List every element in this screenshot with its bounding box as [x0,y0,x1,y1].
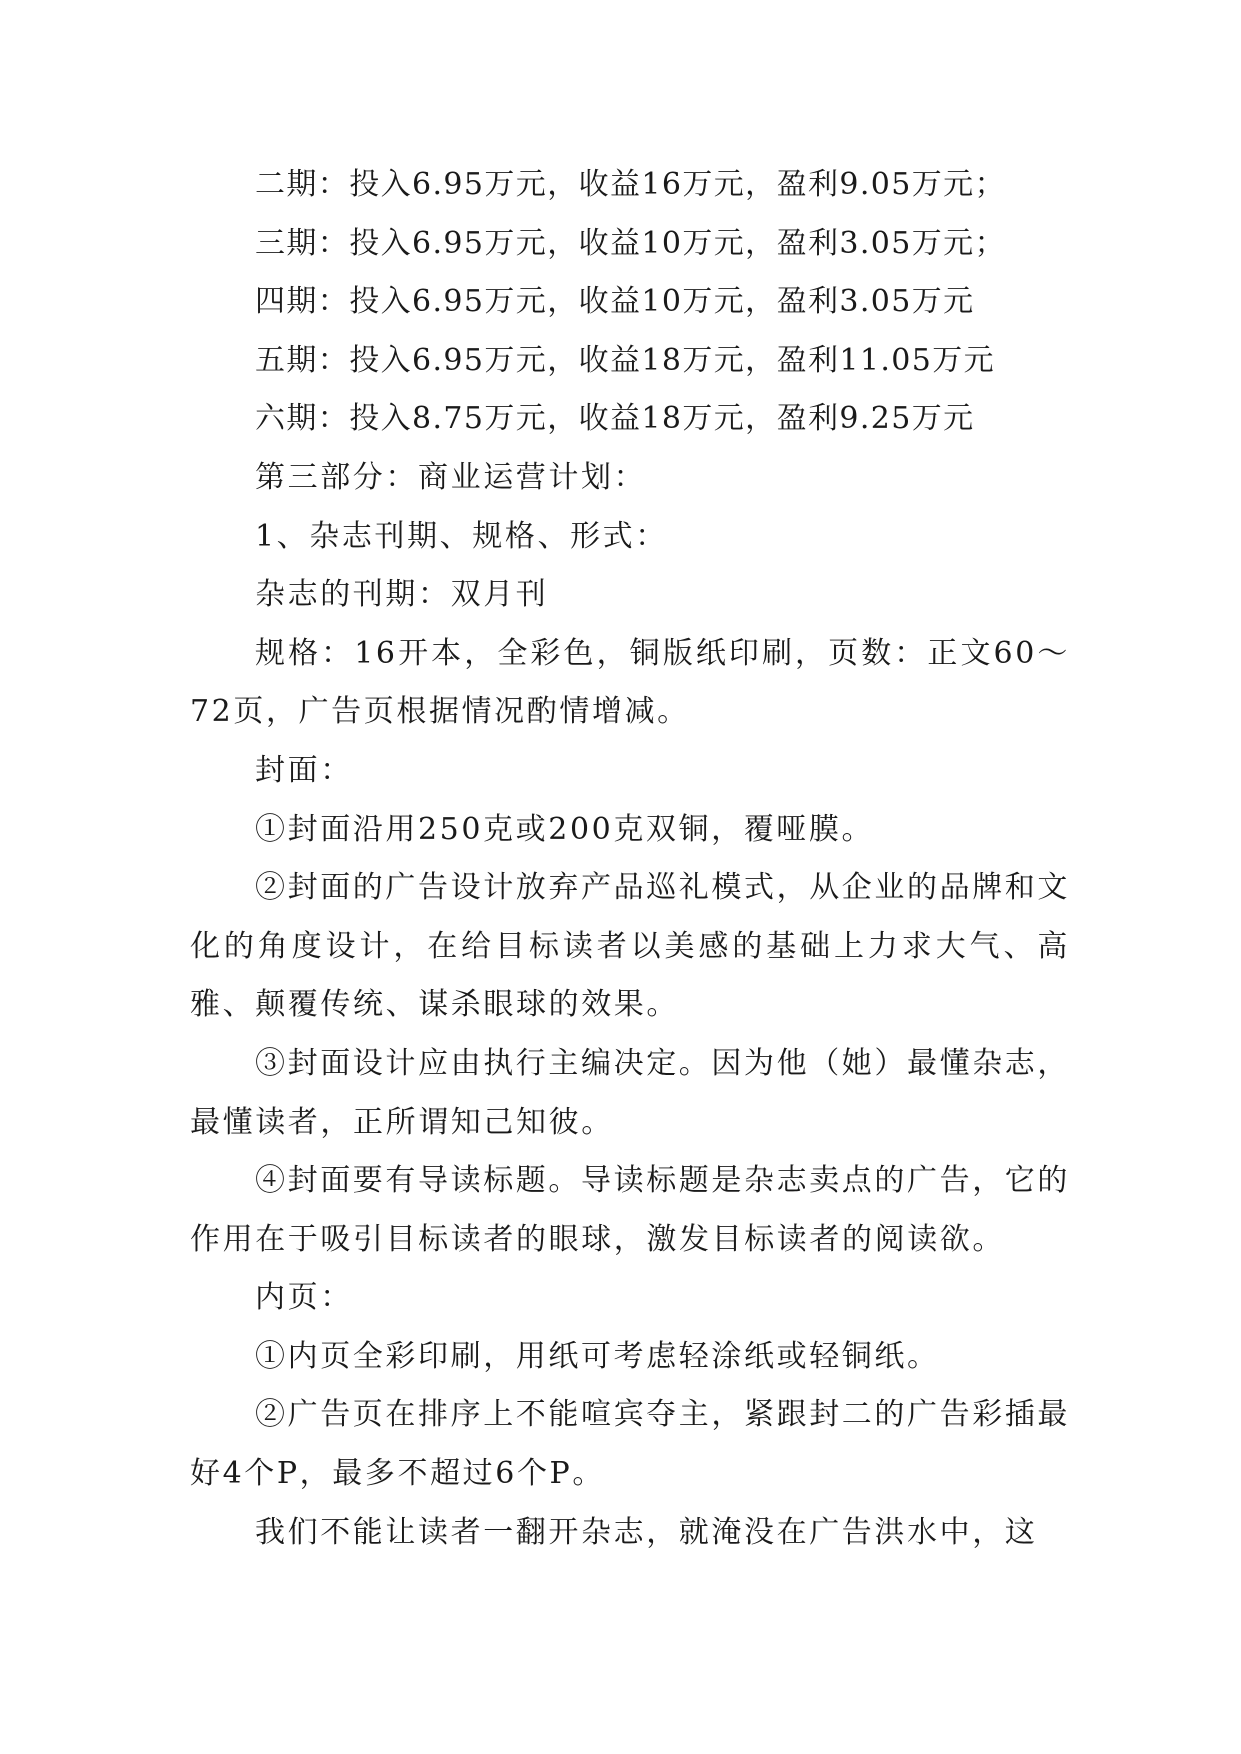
paragraph-cover-1: ①封面沿用250克或200克双铜，覆哑膜。 [255,811,875,847]
subheading-cover: 封面： [255,752,353,788]
paragraph-inner-2: ②广告页在排序上不能喧宾夺主，紧跟封二的广告彩插最好4个P，最多不超过6个P。 [190,1397,1070,1492]
document-body [190,156,1070,1562]
paragraph-inner-1: ①内页全彩印刷，用纸可考虑轻涂纸或轻铜纸。 [255,1338,940,1374]
paragraph-issue-cycle: 杂志的刊期：双月刊 [255,577,549,613]
subheading-inner-pages: 内页： [255,1280,353,1316]
section-heading-part-3: 第三部分：商业运营计划： [255,459,647,495]
subheading-issue-format: 1、杂志刊期、规格、形式： [255,518,668,554]
paragraph-phase-4: 四期：投入6.95万元，收益10万元，盈利3.05万元 [255,284,975,320]
paragraph-cover-4: ④封面要有导读标题。导读标题是杂志卖点的广告，它的作用在于吸引目标读者的眼球，激发目标读者的阅读欲。 [190,1163,1070,1257]
paragraph-phase-5: 五期：投入6.95万元，收益18万元，盈利11.05万元 [255,342,996,378]
paragraph-continuation: 我们不能让读者一翻开杂志，就淹没在广告洪水中，这 [255,1514,1038,1550]
paragraph-cover-2: ②封面的广告设计放弃产品巡礼模式，从企业的品牌和文化的角度设计，在给目标读者以美感的基础上力求大气、高雅、颠覆传统、谋杀眼球的效果。 [190,870,1070,1023]
paragraph-cover-3: ③封面设计应由执行主编决定。因为他（她）最懂杂志，最懂读者，正所谓知己知彼。 [190,1045,1070,1140]
paragraph-phase-2: 二期：投入6.95万元，收益16万元，盈利9.05万元； [255,167,1006,202]
paragraph-specification: 规格：16开本，全彩色，铜版纸印刷，页数：正文60～72页，广告页根据情况酌情增减。 [190,635,1070,730]
paragraph-phase-3: 三期：投入6.95万元，收益10万元，盈利3.05万元； [255,225,1006,261]
paragraph-phase-6: 六期：投入8.75万元，收益18万元，盈利9.25万元 [255,401,975,437]
